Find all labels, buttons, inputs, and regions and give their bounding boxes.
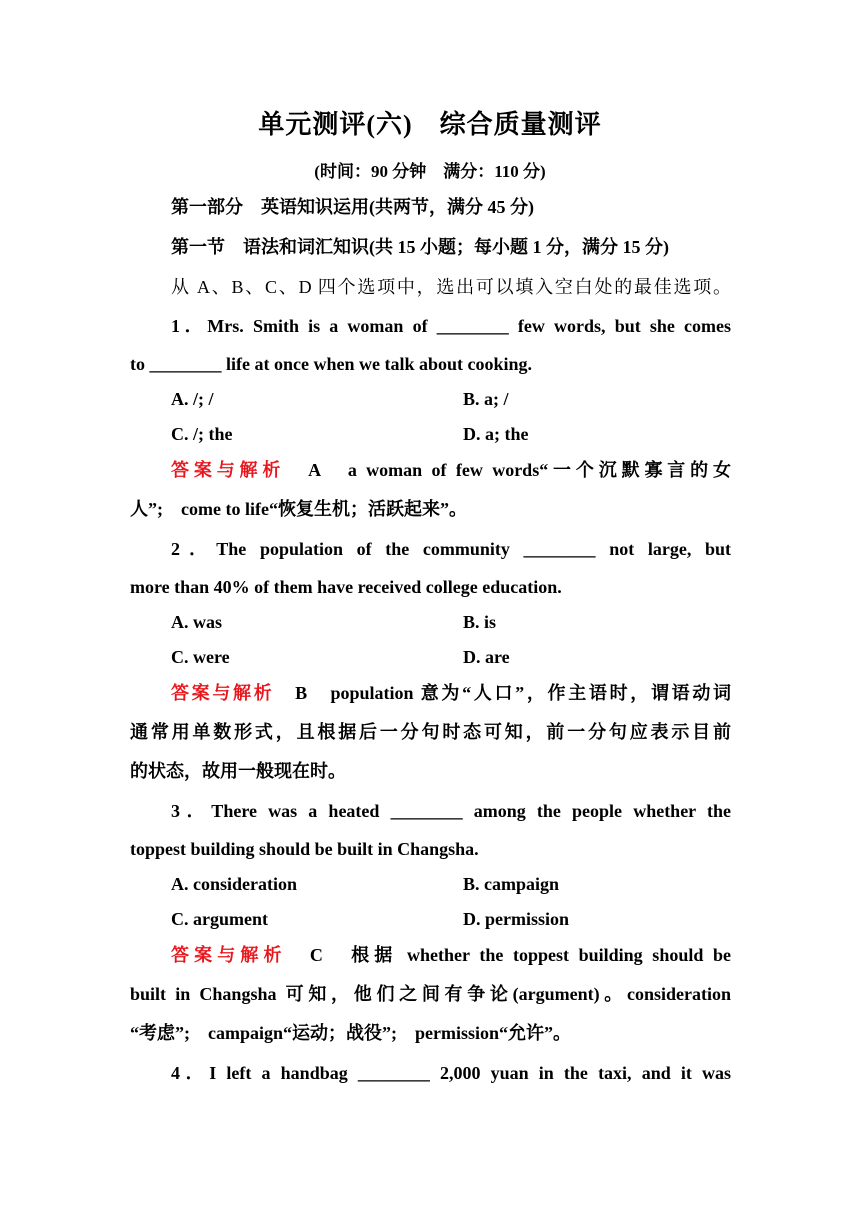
question-1-option-a: A. /; / [171, 389, 214, 409]
question-3-stem-line2: toppest building should be built in Changsha. [130, 839, 479, 859]
question-2-option-a: A. was [171, 612, 223, 632]
question-3-option-b: B. campaign [463, 874, 560, 894]
question-1-option-c: C. /; the [171, 424, 233, 444]
answer-label: 答案与解析 [171, 945, 287, 965]
question-1-stem-line1: 1．Mrs. Smith is a woman of ________ few words, but she comes [171, 316, 731, 336]
question-2-option-b: B. is [463, 612, 497, 632]
question-3-stem-line1: 3．There was a heated ________ among the people whether the [171, 801, 731, 821]
page-title: 单元测评(六) 综合质量测评 [258, 110, 602, 139]
question-4-stem-line1: 4．I left a handbag ________ 2,000 yuan in the taxi, and it was [171, 1063, 731, 1083]
question-1-option-b: B. a; / [463, 389, 509, 409]
part-heading: 第一部分 英语知识运用(共两节，满分 45 分) [171, 197, 534, 217]
question-3-answer-line2: built in Changsha 可知，他们之间有争论(argument)。consideration [130, 984, 731, 1004]
question-2-stem-line2: more than 40% of them have received college education. [130, 577, 562, 597]
question-1-option-d: D. a; the [463, 424, 529, 444]
question-1-stem-line2: to ________ life at once when we talk about cooking. [130, 354, 532, 374]
exam-time-score: (时间：90 分钟 满分：110 分) [314, 162, 546, 181]
question-3-option-c: C. argument [171, 909, 268, 929]
question-1-answer-line1: 答案与解析 A a woman of few words“一个沉默寡言的女 [171, 460, 731, 480]
answer-label: 答案与解析 [171, 683, 275, 703]
question-1-answer-line2: 人”; come to life“恢复生机；活跃起来”。 [130, 499, 467, 519]
answer-label: 答案与解析 [171, 460, 286, 480]
instruction-text: 从 A、B、C、D 四个选项中，选出可以填入空白处的最佳选项。 [171, 277, 731, 297]
section-heading: 第一节 语法和词汇知识(共 15 小题；每小题 1 分，满分 15 分) [171, 237, 669, 257]
question-2-answer-line2: 通常用单数形式，且根据后一分句时态可知，前一分句应表示目前 [130, 722, 731, 742]
question-2-answer-line3: 的状态，故用一般现在时。 [130, 761, 346, 781]
question-3-option-a: A. consideration [171, 874, 297, 894]
question-2-option-c: C. were [171, 647, 230, 667]
question-2-answer-line1: 答案与解析 B population 意为“人口”，作主语时，谓语动词 [171, 683, 732, 703]
question-3-answer-line1: 答案与解析 C 根据 whether the toppest building should be [171, 945, 731, 965]
question-3-answer-line3: “考虑”; campaign“运动；战役”; permission“允许”。 [130, 1023, 571, 1043]
question-2-stem-line1: 2．The population of the community ________ not large, but [171, 539, 731, 559]
question-3-option-d: D. permission [463, 909, 570, 929]
question-2-option-d: D. are [463, 647, 510, 667]
